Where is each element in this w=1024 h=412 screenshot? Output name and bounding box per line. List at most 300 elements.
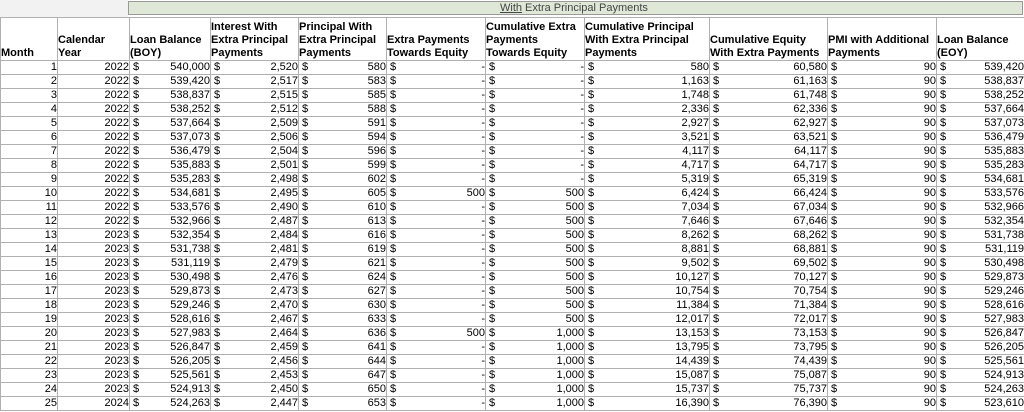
cell-pmi[interactable] bbox=[828, 355, 937, 369]
cell-cum_equity[interactable] bbox=[710, 89, 828, 103]
cell-extra[interactable] bbox=[387, 243, 486, 257]
cell-cum_equity[interactable] bbox=[710, 187, 828, 201]
cell-cum_prin[interactable] bbox=[585, 383, 710, 397]
column-header-cum_equity[interactable] bbox=[710, 18, 828, 61]
cell-bal_boy[interactable] bbox=[130, 159, 211, 173]
cell-cum_extra[interactable] bbox=[486, 243, 585, 257]
cell-bal_eoy[interactable] bbox=[937, 271, 1024, 285]
cell-interest[interactable] bbox=[211, 327, 299, 341]
cell-cum_extra[interactable] bbox=[486, 369, 585, 383]
cell-cum_extra[interactable] bbox=[486, 117, 585, 131]
cell-extra[interactable] bbox=[387, 327, 486, 341]
cell-cum_prin[interactable] bbox=[585, 145, 710, 159]
table-row[interactable] bbox=[1, 257, 1024, 271]
cell-pmi[interactable] bbox=[828, 369, 937, 383]
cell-bal_eoy[interactable] bbox=[937, 369, 1024, 383]
table-row[interactable] bbox=[1, 229, 1024, 243]
cell-cum_extra[interactable] bbox=[486, 299, 585, 313]
cell-principal[interactable] bbox=[299, 229, 387, 243]
cell-year[interactable]: 2024 bbox=[58, 397, 130, 411]
table-row[interactable] bbox=[1, 215, 1024, 229]
cell-pmi[interactable] bbox=[828, 229, 937, 243]
cell-year[interactable]: 2023 bbox=[58, 299, 130, 313]
cell-month[interactable]: 2 bbox=[1, 75, 58, 89]
cell-year[interactable]: 2023 bbox=[58, 327, 130, 341]
cell-bal_boy[interactable] bbox=[130, 327, 211, 341]
cell-bal_eoy[interactable] bbox=[937, 131, 1024, 145]
cell-bal_eoy[interactable] bbox=[937, 299, 1024, 313]
cell-interest[interactable] bbox=[211, 159, 299, 173]
cell-cum_equity[interactable] bbox=[710, 159, 828, 173]
cell-interest[interactable] bbox=[211, 75, 299, 89]
cell-interest[interactable] bbox=[211, 229, 299, 243]
cell-principal[interactable] bbox=[299, 173, 387, 187]
cell-bal_boy[interactable] bbox=[130, 369, 211, 383]
cell-cum_equity[interactable] bbox=[710, 355, 828, 369]
cell-month[interactable]: 8 bbox=[1, 159, 58, 173]
table-row[interactable] bbox=[1, 355, 1024, 369]
cell-extra[interactable] bbox=[387, 383, 486, 397]
cell-cum_extra[interactable] bbox=[486, 173, 585, 187]
cell-month[interactable]: 7 bbox=[1, 145, 58, 159]
cell-pmi[interactable] bbox=[828, 201, 937, 215]
cell-cum_extra[interactable] bbox=[486, 257, 585, 271]
cell-extra[interactable] bbox=[387, 257, 486, 271]
cell-principal[interactable] bbox=[299, 257, 387, 271]
column-header-month[interactable] bbox=[1, 18, 58, 61]
cell-month[interactable]: 1 bbox=[1, 61, 58, 75]
cell-year[interactable]: 2022 bbox=[58, 61, 130, 75]
cell-extra[interactable] bbox=[387, 187, 486, 201]
cell-cum_prin[interactable] bbox=[585, 75, 710, 89]
cell-pmi[interactable] bbox=[828, 271, 937, 285]
cell-principal[interactable] bbox=[299, 383, 387, 397]
cell-year[interactable]: 2023 bbox=[58, 285, 130, 299]
cell-bal_eoy[interactable] bbox=[937, 243, 1024, 257]
cell-interest[interactable] bbox=[211, 201, 299, 215]
cell-cum_prin[interactable] bbox=[585, 341, 710, 355]
cell-cum_equity[interactable] bbox=[710, 61, 828, 75]
cell-bal_boy[interactable] bbox=[130, 313, 211, 327]
table-row[interactable] bbox=[1, 131, 1024, 145]
cell-cum_extra[interactable] bbox=[486, 341, 585, 355]
table-row[interactable] bbox=[1, 61, 1024, 75]
cell-principal[interactable] bbox=[299, 131, 387, 145]
column-header-cum_extra[interactable] bbox=[486, 18, 585, 61]
cell-cum_extra[interactable] bbox=[486, 131, 585, 145]
cell-bal_eoy[interactable] bbox=[937, 117, 1024, 131]
column-header-bal_eoy[interactable] bbox=[937, 18, 1024, 61]
cell-extra[interactable] bbox=[387, 89, 486, 103]
cell-principal[interactable] bbox=[299, 61, 387, 75]
cell-interest[interactable] bbox=[211, 271, 299, 285]
cell-bal_eoy[interactable] bbox=[937, 89, 1024, 103]
cell-month[interactable]: 17 bbox=[1, 285, 58, 299]
cell-bal_boy[interactable] bbox=[130, 61, 211, 75]
cell-pmi[interactable] bbox=[828, 145, 937, 159]
cell-bal_eoy[interactable] bbox=[937, 215, 1024, 229]
cell-cum_equity[interactable] bbox=[710, 117, 828, 131]
cell-extra[interactable] bbox=[387, 103, 486, 117]
cell-cum_equity[interactable] bbox=[710, 243, 828, 257]
cell-year[interactable]: 2023 bbox=[58, 243, 130, 257]
table-row[interactable] bbox=[1, 187, 1024, 201]
cell-cum_prin[interactable] bbox=[585, 215, 710, 229]
cell-month[interactable]: 24 bbox=[1, 383, 58, 397]
table-row[interactable] bbox=[1, 117, 1024, 131]
cell-extra[interactable] bbox=[387, 271, 486, 285]
cell-bal_boy[interactable] bbox=[130, 271, 211, 285]
cell-interest[interactable] bbox=[211, 313, 299, 327]
cell-cum_prin[interactable] bbox=[585, 299, 710, 313]
cell-principal[interactable] bbox=[299, 271, 387, 285]
cell-extra[interactable] bbox=[387, 285, 486, 299]
cell-bal_eoy[interactable] bbox=[937, 75, 1024, 89]
cell-pmi[interactable] bbox=[828, 117, 937, 131]
cell-principal[interactable] bbox=[299, 215, 387, 229]
cell-cum_equity[interactable] bbox=[710, 201, 828, 215]
cell-cum_extra[interactable] bbox=[486, 215, 585, 229]
cell-cum_prin[interactable] bbox=[585, 103, 710, 117]
cell-principal[interactable] bbox=[299, 145, 387, 159]
cell-year[interactable]: 2022 bbox=[58, 89, 130, 103]
cell-interest[interactable] bbox=[211, 243, 299, 257]
cell-interest[interactable] bbox=[211, 89, 299, 103]
cell-month[interactable]: 11 bbox=[1, 201, 58, 215]
cell-interest[interactable] bbox=[211, 355, 299, 369]
cell-interest[interactable] bbox=[211, 103, 299, 117]
column-header-pmi[interactable] bbox=[828, 18, 937, 61]
cell-extra[interactable] bbox=[387, 229, 486, 243]
cell-pmi[interactable] bbox=[828, 187, 937, 201]
cell-bal_eoy[interactable] bbox=[937, 341, 1024, 355]
cell-interest[interactable] bbox=[211, 145, 299, 159]
table-row[interactable] bbox=[1, 89, 1024, 103]
cell-pmi[interactable] bbox=[828, 285, 937, 299]
cell-cum_equity[interactable] bbox=[710, 229, 828, 243]
cell-principal[interactable] bbox=[299, 327, 387, 341]
cell-bal_eoy[interactable] bbox=[937, 103, 1024, 117]
cell-cum_equity[interactable] bbox=[710, 313, 828, 327]
cell-cum_extra[interactable] bbox=[486, 397, 585, 411]
cell-principal[interactable] bbox=[299, 313, 387, 327]
cell-bal_boy[interactable] bbox=[130, 257, 211, 271]
cell-interest[interactable] bbox=[211, 383, 299, 397]
cell-cum_prin[interactable] bbox=[585, 313, 710, 327]
cell-pmi[interactable] bbox=[828, 131, 937, 145]
cell-bal_eoy[interactable] bbox=[937, 355, 1024, 369]
cell-principal[interactable] bbox=[299, 341, 387, 355]
cell-cum_extra[interactable] bbox=[486, 201, 585, 215]
cell-bal_boy[interactable] bbox=[130, 173, 211, 187]
cell-month[interactable]: 9 bbox=[1, 173, 58, 187]
column-header-bal_boy[interactable] bbox=[130, 18, 211, 61]
cell-year[interactable]: 2022 bbox=[58, 75, 130, 89]
cell-bal_eoy[interactable] bbox=[937, 397, 1024, 411]
cell-principal[interactable] bbox=[299, 299, 387, 313]
cell-bal_boy[interactable] bbox=[130, 103, 211, 117]
table-row[interactable] bbox=[1, 159, 1024, 173]
cell-year[interactable]: 2023 bbox=[58, 355, 130, 369]
table-row[interactable] bbox=[1, 369, 1024, 383]
cell-principal[interactable] bbox=[299, 285, 387, 299]
cell-cum_extra[interactable] bbox=[486, 355, 585, 369]
cell-principal[interactable] bbox=[299, 103, 387, 117]
table-row[interactable] bbox=[1, 243, 1024, 257]
cell-pmi[interactable] bbox=[828, 243, 937, 257]
cell-year[interactable]: 2022 bbox=[58, 201, 130, 215]
cell-bal_eoy[interactable] bbox=[937, 257, 1024, 271]
cell-extra[interactable] bbox=[387, 397, 486, 411]
cell-pmi[interactable] bbox=[828, 103, 937, 117]
cell-cum_equity[interactable] bbox=[710, 327, 828, 341]
cell-month[interactable]: 23 bbox=[1, 369, 58, 383]
cell-bal_eoy[interactable] bbox=[937, 285, 1024, 299]
cell-bal_boy[interactable] bbox=[130, 341, 211, 355]
cell-pmi[interactable] bbox=[828, 215, 937, 229]
cell-cum_prin[interactable] bbox=[585, 89, 710, 103]
table-row[interactable] bbox=[1, 271, 1024, 285]
cell-year[interactable]: 2022 bbox=[58, 159, 130, 173]
cell-cum_extra[interactable] bbox=[486, 313, 585, 327]
cell-extra[interactable] bbox=[387, 299, 486, 313]
cell-cum_equity[interactable] bbox=[710, 271, 828, 285]
cell-extra[interactable] bbox=[387, 341, 486, 355]
table-row[interactable] bbox=[1, 285, 1024, 299]
cell-bal_boy[interactable] bbox=[130, 243, 211, 257]
cell-month[interactable]: 6 bbox=[1, 131, 58, 145]
cell-cum_equity[interactable] bbox=[710, 145, 828, 159]
cell-interest[interactable] bbox=[211, 299, 299, 313]
table-row[interactable] bbox=[1, 341, 1024, 355]
cell-extra[interactable] bbox=[387, 75, 486, 89]
table-row[interactable] bbox=[1, 173, 1024, 187]
cell-month[interactable]: 4 bbox=[1, 103, 58, 117]
cell-principal[interactable] bbox=[299, 397, 387, 411]
cell-month[interactable]: 21 bbox=[1, 341, 58, 355]
cell-year[interactable]: 2022 bbox=[58, 131, 130, 145]
cell-extra[interactable] bbox=[387, 201, 486, 215]
cell-bal_boy[interactable] bbox=[130, 145, 211, 159]
cell-bal_eoy[interactable] bbox=[937, 229, 1024, 243]
cell-principal[interactable] bbox=[299, 187, 387, 201]
cell-year[interactable]: 2022 bbox=[58, 103, 130, 117]
cell-year[interactable]: 2022 bbox=[58, 187, 130, 201]
cell-year[interactable]: 2023 bbox=[58, 313, 130, 327]
cell-cum_equity[interactable] bbox=[710, 215, 828, 229]
table-row[interactable] bbox=[1, 383, 1024, 397]
cell-year[interactable]: 2022 bbox=[58, 117, 130, 131]
cell-cum_extra[interactable] bbox=[486, 159, 585, 173]
cell-month[interactable]: 18 bbox=[1, 299, 58, 313]
cell-cum_extra[interactable] bbox=[486, 187, 585, 201]
cell-month[interactable]: 5 bbox=[1, 117, 58, 131]
cell-interest[interactable] bbox=[211, 187, 299, 201]
cell-cum_extra[interactable] bbox=[486, 229, 585, 243]
cell-bal_boy[interactable] bbox=[130, 285, 211, 299]
cell-bal_eoy[interactable] bbox=[937, 61, 1024, 75]
cell-principal[interactable] bbox=[299, 75, 387, 89]
cell-bal_boy[interactable] bbox=[130, 397, 211, 411]
cell-interest[interactable] bbox=[211, 369, 299, 383]
table-row[interactable] bbox=[1, 75, 1024, 89]
cell-month[interactable]: 3 bbox=[1, 89, 58, 103]
cell-principal[interactable] bbox=[299, 159, 387, 173]
cell-cum_prin[interactable] bbox=[585, 61, 710, 75]
cell-cum_extra[interactable] bbox=[486, 327, 585, 341]
cell-pmi[interactable] bbox=[828, 173, 937, 187]
cell-year[interactable]: 2022 bbox=[58, 145, 130, 159]
cell-bal_eoy[interactable] bbox=[937, 327, 1024, 341]
cell-year[interactable]: 2023 bbox=[58, 257, 130, 271]
cell-month[interactable]: 19 bbox=[1, 313, 58, 327]
cell-interest[interactable] bbox=[211, 257, 299, 271]
cell-pmi[interactable] bbox=[828, 313, 937, 327]
cell-extra[interactable] bbox=[387, 215, 486, 229]
cell-principal[interactable] bbox=[299, 243, 387, 257]
cell-cum_extra[interactable] bbox=[486, 383, 585, 397]
cell-bal_eoy[interactable] bbox=[937, 159, 1024, 173]
cell-cum_prin[interactable] bbox=[585, 229, 710, 243]
table-row[interactable] bbox=[1, 299, 1024, 313]
cell-cum_equity[interactable] bbox=[710, 257, 828, 271]
cell-month[interactable]: 10 bbox=[1, 187, 58, 201]
column-header-year[interactable] bbox=[58, 18, 130, 61]
cell-cum_extra[interactable] bbox=[486, 271, 585, 285]
cell-cum_equity[interactable] bbox=[710, 131, 828, 145]
cell-bal_boy[interactable] bbox=[130, 117, 211, 131]
cell-extra[interactable] bbox=[387, 159, 486, 173]
cell-pmi[interactable] bbox=[828, 299, 937, 313]
cell-cum_extra[interactable] bbox=[486, 285, 585, 299]
cell-cum_extra[interactable] bbox=[486, 75, 585, 89]
cell-cum_equity[interactable] bbox=[710, 285, 828, 299]
cell-cum_extra[interactable] bbox=[486, 145, 585, 159]
column-header-principal[interactable] bbox=[299, 18, 387, 61]
cell-bal_eoy[interactable] bbox=[937, 173, 1024, 187]
cell-pmi[interactable] bbox=[828, 89, 937, 103]
cell-pmi[interactable] bbox=[828, 327, 937, 341]
cell-pmi[interactable] bbox=[828, 61, 937, 75]
cell-year[interactable]: 2023 bbox=[58, 369, 130, 383]
cell-pmi[interactable] bbox=[828, 383, 937, 397]
cell-interest[interactable] bbox=[211, 341, 299, 355]
cell-year[interactable]: 2022 bbox=[58, 173, 130, 187]
cell-bal_eoy[interactable] bbox=[937, 201, 1024, 215]
cell-cum_prin[interactable] bbox=[585, 173, 710, 187]
cell-extra[interactable] bbox=[387, 117, 486, 131]
cell-year[interactable]: 2023 bbox=[58, 383, 130, 397]
cell-principal[interactable] bbox=[299, 355, 387, 369]
cell-bal_boy[interactable] bbox=[130, 299, 211, 313]
cell-cum_equity[interactable] bbox=[710, 369, 828, 383]
cell-year[interactable]: 2023 bbox=[58, 271, 130, 285]
cell-cum_extra[interactable] bbox=[486, 103, 585, 117]
cell-principal[interactable] bbox=[299, 201, 387, 215]
cell-cum_prin[interactable] bbox=[585, 187, 710, 201]
cell-pmi[interactable] bbox=[828, 341, 937, 355]
cell-month[interactable]: 13 bbox=[1, 229, 58, 243]
cell-bal_boy[interactable] bbox=[130, 215, 211, 229]
cell-cum_prin[interactable] bbox=[585, 159, 710, 173]
cell-month[interactable]: 22 bbox=[1, 355, 58, 369]
cell-pmi[interactable] bbox=[828, 397, 937, 411]
cell-cum_prin[interactable] bbox=[585, 397, 710, 411]
cell-bal_boy[interactable] bbox=[130, 131, 211, 145]
cell-bal_boy[interactable] bbox=[130, 355, 211, 369]
cell-month[interactable]: 16 bbox=[1, 271, 58, 285]
cell-bal_eoy[interactable] bbox=[937, 313, 1024, 327]
cell-cum_extra[interactable] bbox=[486, 89, 585, 103]
cell-interest[interactable] bbox=[211, 285, 299, 299]
cell-cum_prin[interactable] bbox=[585, 271, 710, 285]
cell-cum_prin[interactable] bbox=[585, 257, 710, 271]
cell-bal_boy[interactable] bbox=[130, 229, 211, 243]
cell-bal_boy[interactable] bbox=[130, 187, 211, 201]
table-row[interactable] bbox=[1, 327, 1024, 341]
cell-month[interactable]: 20 bbox=[1, 327, 58, 341]
cell-bal_eoy[interactable] bbox=[937, 145, 1024, 159]
table-row[interactable] bbox=[1, 103, 1024, 117]
cell-principal[interactable] bbox=[299, 369, 387, 383]
cell-extra[interactable] bbox=[387, 173, 486, 187]
cell-month[interactable]: 15 bbox=[1, 257, 58, 271]
cell-cum_equity[interactable] bbox=[710, 299, 828, 313]
cell-bal_boy[interactable] bbox=[130, 201, 211, 215]
cell-pmi[interactable] bbox=[828, 257, 937, 271]
cell-bal_boy[interactable] bbox=[130, 383, 211, 397]
cell-cum_equity[interactable] bbox=[710, 397, 828, 411]
cell-cum_prin[interactable] bbox=[585, 117, 710, 131]
cell-cum_prin[interactable] bbox=[585, 131, 710, 145]
cell-month[interactable]: 14 bbox=[1, 243, 58, 257]
cell-cum_equity[interactable] bbox=[710, 75, 828, 89]
cell-extra[interactable] bbox=[387, 355, 486, 369]
cell-month[interactable]: 12 bbox=[1, 215, 58, 229]
cell-interest[interactable] bbox=[211, 173, 299, 187]
cell-extra[interactable] bbox=[387, 313, 486, 327]
column-header-cum_prin[interactable] bbox=[585, 18, 710, 61]
cell-year[interactable]: 2022 bbox=[58, 215, 130, 229]
table-row[interactable] bbox=[1, 397, 1024, 411]
cell-interest[interactable] bbox=[211, 61, 299, 75]
cell-cum_prin[interactable] bbox=[585, 369, 710, 383]
cell-cum_equity[interactable] bbox=[710, 341, 828, 355]
cell-principal[interactable] bbox=[299, 117, 387, 131]
cell-pmi[interactable] bbox=[828, 159, 937, 173]
cell-interest[interactable] bbox=[211, 117, 299, 131]
cell-cum_equity[interactable] bbox=[710, 383, 828, 397]
cell-cum_equity[interactable] bbox=[710, 173, 828, 187]
cell-interest[interactable] bbox=[211, 397, 299, 411]
cell-cum_prin[interactable] bbox=[585, 285, 710, 299]
cell-principal[interactable] bbox=[299, 89, 387, 103]
cell-year[interactable]: 2023 bbox=[58, 229, 130, 243]
cell-extra[interactable] bbox=[387, 145, 486, 159]
cell-cum_extra[interactable] bbox=[486, 61, 585, 75]
cell-bal_boy[interactable] bbox=[130, 89, 211, 103]
cell-year[interactable]: 2023 bbox=[58, 341, 130, 355]
cell-cum_prin[interactable] bbox=[585, 327, 710, 341]
cell-cum_prin[interactable] bbox=[585, 355, 710, 369]
cell-interest[interactable] bbox=[211, 131, 299, 145]
cell-cum_equity[interactable] bbox=[710, 103, 828, 117]
cell-month[interactable]: 25 bbox=[1, 397, 58, 411]
cell-cum_prin[interactable] bbox=[585, 201, 710, 215]
cell-pmi[interactable] bbox=[828, 75, 937, 89]
column-header-interest[interactable] bbox=[211, 18, 299, 61]
cell-cum_prin[interactable] bbox=[585, 243, 710, 257]
